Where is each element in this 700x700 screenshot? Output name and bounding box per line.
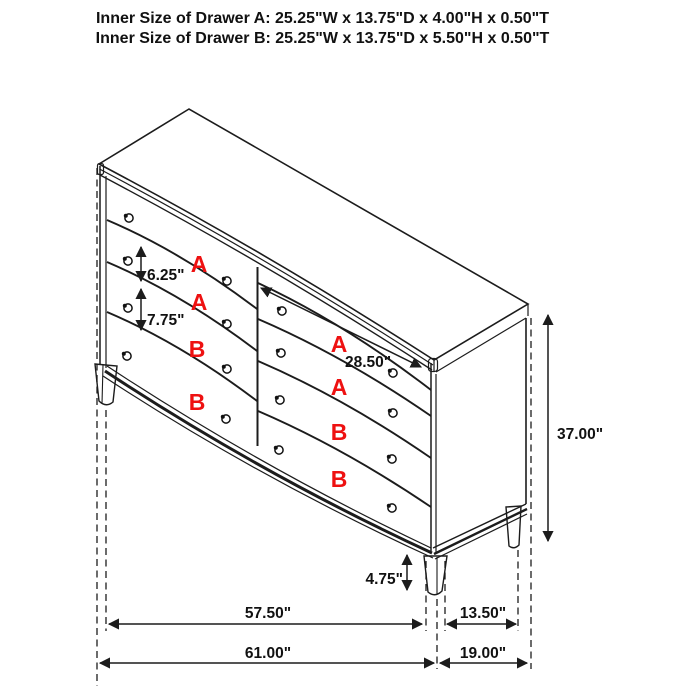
knob-icon	[123, 304, 132, 312]
knob-icon	[123, 257, 132, 265]
dimension-lines	[100, 247, 548, 663]
knob-icon	[122, 352, 131, 360]
dim-label-drawer-a-height: 6.25"	[147, 267, 185, 284]
dimension-labels	[147, 267, 603, 662]
base-molding	[103, 366, 433, 558]
drawer-label: A	[190, 251, 208, 277]
drawer-label: B	[188, 336, 206, 362]
knob-icon	[124, 214, 133, 222]
dim-label-overall-width: 61.00"	[244, 645, 292, 662]
knob-icon	[387, 455, 396, 463]
dresser-drawing	[95, 109, 531, 686]
dim-label-side-depth: 13.50"	[459, 605, 507, 622]
dim-label-front-width: 57.50"	[244, 605, 292, 622]
left-front-stile	[100, 166, 106, 368]
dim-label-overall-depth: 19.00"	[459, 645, 507, 662]
dim-label-drawer-width: 28.50"	[345, 354, 392, 371]
dim-label-overall-height: 37.00"	[557, 426, 604, 443]
drawer-label: A	[190, 289, 208, 315]
drawer-label: A	[330, 374, 348, 400]
dresser-top	[98, 109, 529, 372]
knob-icon	[222, 365, 231, 373]
drawer-label: B	[330, 466, 348, 492]
front-right-leg	[424, 556, 447, 595]
knob-icon	[274, 446, 283, 454]
title-line-drawer-a: Inner Size of Drawer A: 25.25"W x 13.75"D x 4.00"H x 0.50"T	[95, 10, 550, 27]
knob-icon	[275, 396, 284, 404]
knob-icon	[388, 409, 397, 417]
dim-label-leg-height: 4.75"	[365, 571, 403, 588]
knob-icon	[277, 307, 286, 315]
drawer-label: B	[330, 419, 348, 445]
right-front-stile	[431, 363, 436, 553]
knob-icon	[276, 349, 285, 357]
title-line-drawer-b: Inner Size of Drawer B: 25.25"W x 13.75"D x 5.50"H x 0.50"T	[95, 30, 550, 47]
knob-icon	[387, 504, 396, 512]
dim-label-drawer-b-height: 7.75"	[147, 312, 185, 329]
knob-icon	[222, 277, 231, 285]
right-side-panel	[433, 318, 527, 559]
drawer-label: A	[330, 331, 348, 357]
drawer-label: B	[188, 389, 206, 415]
knob-icon	[222, 320, 231, 328]
knob-icon	[221, 415, 230, 423]
